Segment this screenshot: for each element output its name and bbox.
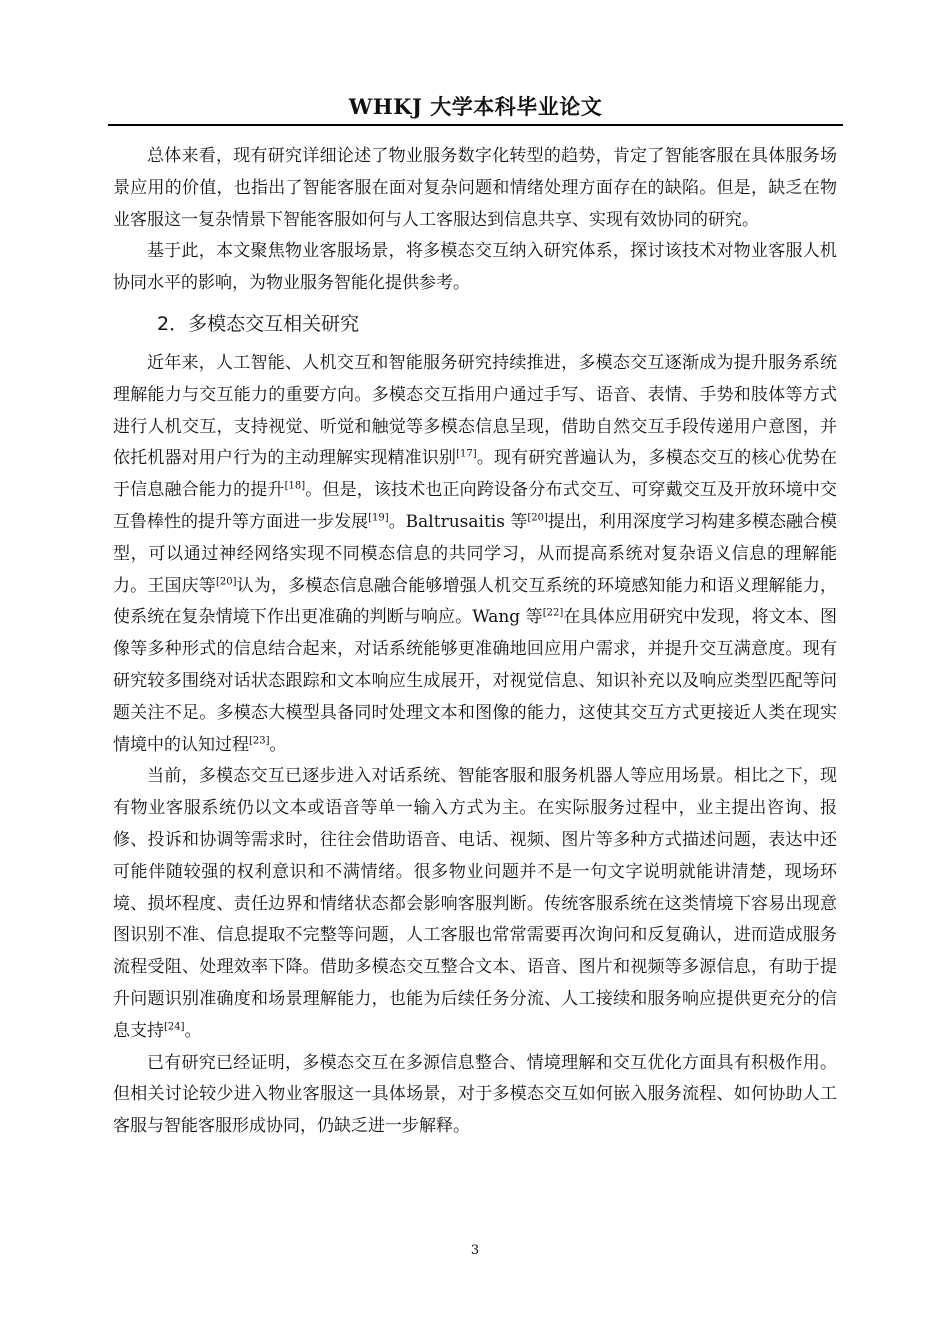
text-run: 近年来，人工智能、人机交互和智能服务研究持续推进，多模态交互逐渐成为提升服务系统理解能力与交互能力的重要方向。多模态交互指用户通过手写、语音、表情、手势和肢体等方式进行人机交互，支持视觉、听觉和触觉等多模态信息呈现，借助自然交互手段传递用户意图，并依托机器对用户行为的主动理解实现精准识别 xyxy=(113,352,837,469)
citation-ref: [20] xyxy=(215,575,237,587)
citation-ref: [18] xyxy=(284,480,306,492)
paragraph-current-application xyxy=(113,761,837,1047)
paragraph-related-research xyxy=(113,348,837,761)
text-run: 认为，多模态信息融合能够增强人机交互系统的环境感知能力和语义理解能力，使系统在复杂情境下作出更准确的判断与响应。Wang 等 xyxy=(113,575,838,628)
text-run: 。 xyxy=(184,1020,202,1041)
text-run: 。 xyxy=(269,734,287,755)
paragraph-focus: 基于此，本文聚焦物业客服场景，将多模态交互纳入研究体系，探讨该技术对物业客服人机协同水平的影响，为物业服务智能化提供参考。 xyxy=(113,241,837,294)
citation-ref: [24] xyxy=(164,1021,185,1033)
citation-ref: [20] xyxy=(527,512,548,524)
section-heading: 2．多模态交互相关研究 xyxy=(157,312,360,335)
text-run: 。但是，该技术也正向跨设备分布式交互、可穿戴交互及开放环境中交互鲁棒性的提升等方面进一步发展 xyxy=(113,480,837,532)
citation-ref: [22] xyxy=(542,607,564,619)
citation-ref: [19] xyxy=(368,512,389,524)
citation-ref: [23] xyxy=(249,734,270,746)
page-body xyxy=(113,141,837,1143)
text-run: 。现有研究普遍认为，多模态交互的核心优势在于信息融合能力的提升 xyxy=(113,448,838,501)
citation-ref: [17] xyxy=(456,448,477,460)
text-run: 当前，多模态交互已逐步进入对话系统、智能客服和服务机器人等应用场景。相比之下，现有物业客服系统仍以文本或语音等单一输入方式为主。在实际服务过程中，业主提出咨询、报修、投诉和协调等需求时，往往会借助语音、电话、视频、图片等多种方式描述问题，表达中还可能伴随较强的权利意识和不满情绪。很多物业问题并不是一句文字说明就能讲清楚，现场环境、损坏程度、责任边界和情绪状态都会影响客服判断。传统客服系统在这类情境下容易出现意图识别不准、信息提取不完整等问题，人工客服也常常需要再次询问和反复确认，进而造成服务流程受阻、处理效率下降。借助多模态交互整合文本、语音、图片和视频等多源信息，有助于提升问题识别准确度和场景理解能力，也能为后续任务分流、人工接续和服务响应提供更充分的信息支持 xyxy=(113,766,837,1041)
page-header-title: WHKJ 大学本科毕业论文 xyxy=(348,94,603,119)
header-divider xyxy=(108,124,843,126)
text-run: 提出，利用深度学习构建多模态融合模型，可以通过神经网络实现不同模态信息的共同学习，从而提高系统对复杂语义信息的理解能力。王国庆等 xyxy=(113,511,838,596)
paragraph-conclusion: 已有研究已经证明，多模态交互在多源信息整合、情境理解和交互优化方面具有积极作用。但相关讨论较少进入物业客服这一具体场景，对于多模态交互如何嵌入服务流程、如何协助人工客服与智能客服形成协同，仍缺乏进一步解释。 xyxy=(113,1052,837,1137)
text-run: 。Baltrusaitis 等 xyxy=(388,511,528,532)
text-run: 在具体应用研究中发现，将文本、图像等多种形式的信息结合起来，对话系统能够更准确地回应用户需求，并提升交互满意度。现有研究较多围绕对话状态跟踪和文本响应生成展开，对视觉信息、知识补充以及响应类型匹配等问题关注不足。多模态大模型具备同时处理文本和图像的能力，这使其交互方式更接近人类在现实情境中的认知过程 xyxy=(113,607,837,755)
paragraph-summary: 总体来看，现有研究详细论述了物业服务数字化转型的趋势，肯定了智能客服在具体服务场景应用的价值，也指出了智能客服在面对复杂问题和情绪处理方面存在的缺陷。但是，缺乏在物业客服这一复杂情景下智能客服如何与人工客服达到信息共享、实现有效协同的研究。 xyxy=(113,146,837,230)
page-number: 3 xyxy=(470,1243,480,1258)
